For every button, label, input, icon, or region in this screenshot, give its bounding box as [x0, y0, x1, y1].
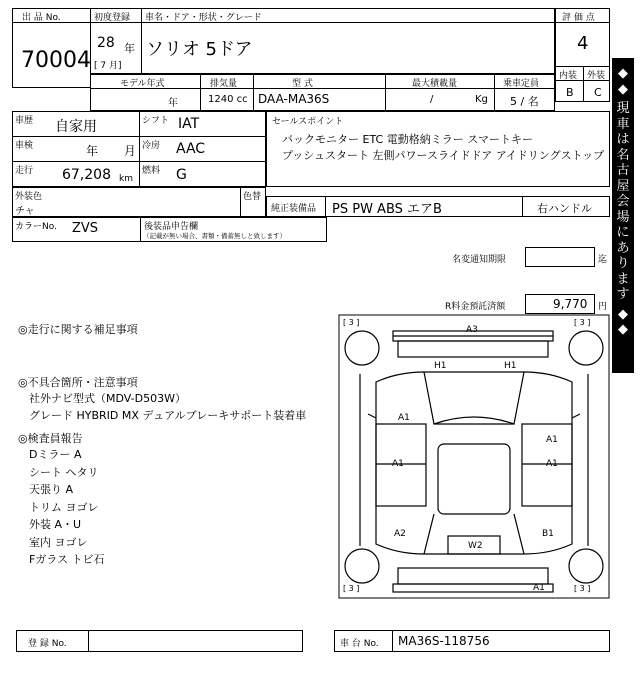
history: 自家用 [55, 119, 97, 135]
max-load-label: 最大積載量 [412, 79, 458, 89]
int-label: 内装 [559, 71, 578, 81]
driving-notes-title: ◎走行に関する補足事項 [18, 323, 138, 336]
first-reg-year-unit: 年 [124, 42, 135, 55]
type-label: 型 式 [292, 79, 313, 89]
displacement-label: 排気量 [210, 79, 238, 89]
chassis-label: 車 台 No. [340, 639, 379, 649]
aftermarket-label: 後装品申告欄 [144, 222, 199, 232]
corner-bl: [ 3 ] [343, 584, 360, 593]
max-load-unit: Kg [475, 94, 488, 105]
handle: 右ハンドル [537, 202, 592, 215]
recycle-label: R料金預託済額 [445, 302, 506, 312]
corner-tr: [ 3 ] [574, 318, 591, 327]
defects-line-2: グレード HYBRID MX デュアルブレーキサポート装着車 [29, 409, 307, 422]
inspector-report-item: トリム ヨゴレ [29, 500, 99, 514]
first-reg-year: 28 [97, 35, 115, 51]
deadline-box [525, 247, 595, 267]
options-label: 純正装備品 [271, 204, 317, 214]
car-name: ソリオ 5ドア [146, 39, 253, 60]
recycle-value: 9,770 [553, 297, 588, 311]
mark-h1-right: H1 [504, 361, 517, 371]
corner-br: [ 3 ] [574, 584, 591, 593]
deadline-unit: 迄 [598, 255, 608, 265]
mark-a1-left-mid: A1 [392, 459, 404, 469]
color-no-label: カラーNo. [15, 222, 57, 232]
mark-a1-right-mid: A1 [546, 459, 558, 469]
diamond-icon: ◆ [618, 66, 628, 81]
model-year-unit: 年 [168, 98, 178, 109]
car-condition-diagram [338, 314, 610, 599]
max-load-slash: / [430, 94, 434, 105]
inspector-title: ◎検査員報告 [18, 432, 83, 445]
ext-grade: C [594, 86, 602, 99]
mileage-unit: km [119, 174, 133, 184]
diamond-icon: ◆ [618, 322, 628, 337]
mark-a1-right-top: A1 [546, 435, 558, 445]
inspector-report-item: 外装 A・U [29, 518, 82, 531]
mark-a1-left-top: A1 [398, 413, 410, 423]
inspection-label: 車検 [15, 141, 34, 151]
shift-label: シフト [142, 116, 170, 126]
sales-point-label: セールスポイント [272, 117, 344, 127]
defects-title: ◎不具合箇所・注意事項 [18, 376, 138, 389]
color-no: ZVS [72, 221, 99, 236]
ext-color-label: 外装色 [15, 192, 43, 202]
displacement: 1240 cc [208, 94, 248, 105]
ext-color: チャ [15, 206, 35, 217]
diamond-icon: ◆ [618, 81, 628, 97]
ac-label: 冷房 [142, 141, 161, 151]
type: DAA-MA36S [258, 92, 330, 106]
inspector-report-item: 室内 ヨゴレ [29, 535, 88, 549]
mark-a2: A2 [394, 529, 406, 539]
int-grade: B [566, 86, 574, 99]
shift: IAT [178, 116, 200, 132]
inspector-report-item: Fガラス トビ石 [29, 553, 105, 566]
aftermarket-note: （記載が無い場合、書類・備蓄無しと致します） [143, 232, 286, 240]
history-label: 車歴 [15, 116, 34, 126]
car-name-label: 車名・ドア・形状・グレード [145, 13, 262, 23]
inspector-report-item: Dミラー A [29, 448, 82, 461]
fuel-label: 燃料 [142, 166, 161, 176]
location-banner [612, 58, 634, 373]
corner-tl: [ 3 ] [343, 318, 360, 327]
inspector-report-item: 天張り A [29, 483, 74, 496]
capacity: 5 / 名 [510, 95, 539, 108]
mark-a1-bottom: A1 [533, 583, 545, 593]
mark-h1-left: H1 [434, 361, 447, 371]
fuel: G [176, 167, 187, 183]
model-year-label: モデル年式 [120, 79, 165, 89]
defects-line-1: 社外ナビ型式（MDV-D503W） [29, 392, 186, 405]
location-banner-text: 現 車 は 名 古 屋 会 場 に あ り ま す [616, 101, 630, 302]
mark-w2: W2 [468, 541, 483, 551]
first-reg-month: [ 7 月] [94, 61, 122, 71]
options: PS PW ABS エアB [332, 202, 442, 217]
score: 4 [577, 33, 589, 54]
diamond-icon: ◆ [618, 306, 628, 322]
sales-point-1: バックモニター ETC 電動格納ミラー スマートキー [282, 133, 533, 146]
recycle-unit: 円 [598, 302, 608, 312]
lot-no-label: 出 品 No. [22, 13, 61, 23]
ac: AAC [176, 141, 206, 157]
lot-no: 70004 [21, 48, 91, 73]
capacity-label: 乗車定員 [503, 79, 540, 89]
mark-b1: B1 [542, 529, 554, 539]
sales-point-2: プッシュスタート 左側パワースライドドア アイドリングストップ [282, 149, 605, 162]
ext-color-box [12, 187, 266, 217]
first-reg-label: 初度登録 [94, 13, 131, 23]
ext-label: 外装 [587, 71, 606, 81]
chassis-no: MA36S-118756 [398, 634, 490, 648]
inspector-report-item: シート ヘタリ [29, 465, 99, 479]
deadline-label: 名変通知期限 [452, 255, 507, 265]
inspection: 年 月 [86, 144, 136, 158]
score-label: 評 価 点 [562, 13, 595, 23]
mileage-label: 走行 [15, 166, 34, 176]
mark-a3: A3 [466, 325, 478, 335]
color-change-label: 色替 [243, 192, 262, 202]
inspector-report-list [29, 446, 105, 569]
reg-no-label: 登 録 No. [28, 639, 67, 649]
mileage: 67,208 [62, 167, 111, 183]
